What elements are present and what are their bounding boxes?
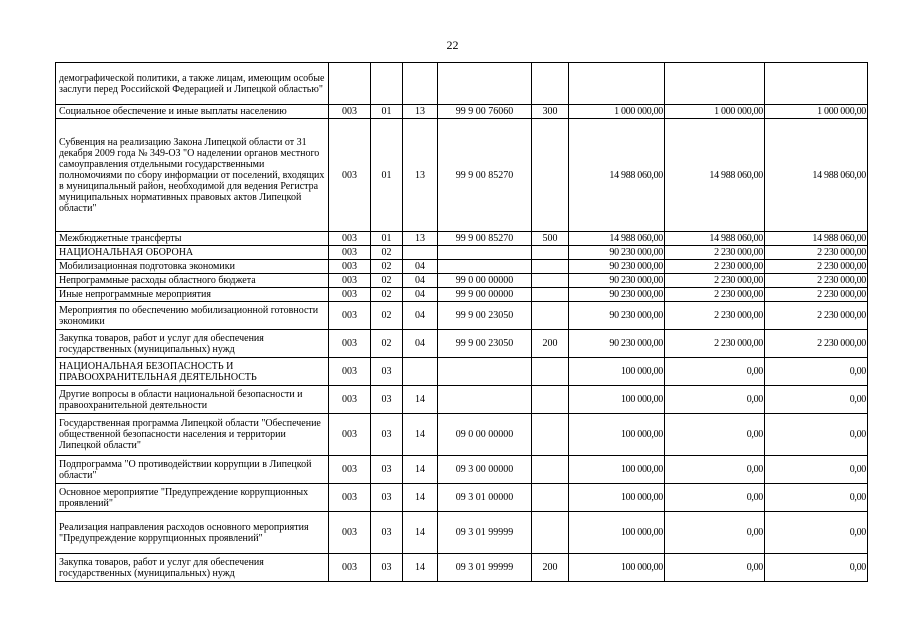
cell-admin: 003: [329, 554, 371, 582]
cell-section: 03: [371, 512, 403, 554]
cell-section: 02: [371, 330, 403, 358]
cell-amount3: 0,00: [765, 512, 868, 554]
cell-amount3: 0,00: [765, 414, 868, 456]
cell-amount2: 2 230 000,00: [665, 246, 765, 260]
cell-section: 01: [371, 232, 403, 246]
cell-amount1: 100 000,00: [569, 358, 665, 386]
cell-subsection: [403, 63, 438, 105]
cell-amount1: 14 988 060,00: [569, 119, 665, 232]
cell-name: Закупка товаров, работ и услуг для обеспечения государственных (муниципальных) нужд: [56, 330, 329, 358]
cell-target: [438, 358, 532, 386]
cell-expense-type: 300: [532, 105, 569, 119]
cell-amount2: 0,00: [665, 484, 765, 512]
cell-amount3: 2 230 000,00: [765, 246, 868, 260]
cell-amount1: 14 988 060,00: [569, 232, 665, 246]
cell-amount3: 0,00: [765, 456, 868, 484]
cell-amount3: 2 230 000,00: [765, 288, 868, 302]
cell-name: Межбюджетные трансферты: [56, 232, 329, 246]
table-row: [56, 274, 868, 288]
cell-amount2: [665, 63, 765, 105]
cell-expense-type: [532, 512, 569, 554]
cell-subsection: 13: [403, 232, 438, 246]
cell-expense-type: [532, 246, 569, 260]
table-row: [56, 358, 868, 386]
cell-admin: 003: [329, 414, 371, 456]
cell-subsection: 14: [403, 512, 438, 554]
budget-table-body: [56, 63, 868, 582]
cell-amount3: 2 230 000,00: [765, 330, 868, 358]
cell-target: 99 9 00 23050: [438, 330, 532, 358]
cell-amount2: 2 230 000,00: [665, 288, 765, 302]
cell-amount2: 0,00: [665, 414, 765, 456]
cell-name: Мобилизационная подготовка экономики: [56, 260, 329, 274]
cell-section: 02: [371, 246, 403, 260]
cell-target: 99 9 00 85270: [438, 119, 532, 232]
cell-section: 02: [371, 260, 403, 274]
cell-name: Мероприятия по обеспечению мобилизационной готовности экономики: [56, 302, 329, 330]
table-row: [56, 105, 868, 119]
cell-target: 09 3 00 00000: [438, 456, 532, 484]
page-number: 22: [446, 38, 459, 52]
table-row: [56, 288, 868, 302]
cell-admin: 003: [329, 119, 371, 232]
cell-expense-type: [532, 386, 569, 414]
cell-subsection: 04: [403, 274, 438, 288]
cell-target: 99 9 00 23050: [438, 302, 532, 330]
table-row: [56, 246, 868, 260]
cell-section: 02: [371, 274, 403, 288]
cell-subsection: [403, 358, 438, 386]
cell-section: 03: [371, 484, 403, 512]
cell-name: Реализация направления расходов основного мероприятия "Предупреждение коррупционных проявлений": [56, 512, 329, 554]
cell-section: 01: [371, 105, 403, 119]
cell-name: Другие вопросы в области национальной безопасности и правоохранительной деятельности: [56, 386, 329, 414]
cell-admin: 003: [329, 260, 371, 274]
cell-target: 09 3 01 99999: [438, 554, 532, 582]
cell-expense-type: [532, 484, 569, 512]
cell-name: Подпрограмма "О противодействии коррупции в Липецкой области": [56, 456, 329, 484]
cell-target: 99 0 00 00000: [438, 274, 532, 288]
cell-section: 01: [371, 119, 403, 232]
cell-expense-type: [532, 260, 569, 274]
table-row: [56, 456, 868, 484]
table-row: [56, 386, 868, 414]
cell-subsection: 13: [403, 105, 438, 119]
table-row: [56, 63, 868, 105]
cell-target: [438, 386, 532, 414]
cell-name: НАЦИОНАЛЬНАЯ БЕЗОПАСНОСТЬ И ПРАВООХРАНИТЕЛЬНАЯ ДЕЯТЕЛЬНОСТЬ: [56, 358, 329, 386]
cell-subsection: 14: [403, 456, 438, 484]
budget-table: [55, 62, 868, 582]
cell-amount1: 100 000,00: [569, 484, 665, 512]
cell-admin: 003: [329, 105, 371, 119]
cell-target: 99 9 00 85270: [438, 232, 532, 246]
cell-section: 03: [371, 386, 403, 414]
cell-expense-type: [532, 63, 569, 105]
cell-amount3: 2 230 000,00: [765, 260, 868, 274]
cell-target: [438, 246, 532, 260]
table-row: [56, 260, 868, 274]
cell-amount1: 90 230 000,00: [569, 302, 665, 330]
cell-amount1: 90 230 000,00: [569, 260, 665, 274]
cell-target: [438, 260, 532, 274]
table-row: [56, 232, 868, 246]
cell-name: Непрограммные расходы областного бюджета: [56, 274, 329, 288]
cell-name: Субвенция на реализацию Закона Липецкой области от 31 декабря 2009 года № 349-ОЗ "О наделении органов местного самоуправления отдельными государственными полномочиями по сбору информации от поселений, входящих в муниципальный район, необходимой для ведения Регистра муниципальных нормативных правовых актов Липецкой области": [56, 119, 329, 232]
cell-amount3: 0,00: [765, 484, 868, 512]
cell-section: 03: [371, 456, 403, 484]
cell-amount2: 0,00: [665, 512, 765, 554]
cell-amount1: 90 230 000,00: [569, 330, 665, 358]
cell-amount3: 14 988 060,00: [765, 232, 868, 246]
table-row: [56, 119, 868, 232]
cell-amount1: 1 000 000,00: [569, 105, 665, 119]
cell-amount1: 100 000,00: [569, 512, 665, 554]
cell-name: Государственная программа Липецкой области "Обеспечение общественной безопасности населения и территории Липецкой области": [56, 414, 329, 456]
cell-section: 03: [371, 554, 403, 582]
cell-expense-type: 200: [532, 554, 569, 582]
cell-amount2: 0,00: [665, 456, 765, 484]
cell-subsection: 04: [403, 260, 438, 274]
cell-amount1: 100 000,00: [569, 414, 665, 456]
cell-amount1: 90 230 000,00: [569, 288, 665, 302]
cell-amount2: 14 988 060,00: [665, 119, 765, 232]
cell-amount3: 2 230 000,00: [765, 274, 868, 288]
cell-admin: 003: [329, 456, 371, 484]
cell-admin: 003: [329, 302, 371, 330]
cell-target: 09 3 01 00000: [438, 484, 532, 512]
cell-amount1: [569, 63, 665, 105]
cell-subsection: 04: [403, 288, 438, 302]
cell-amount1: 100 000,00: [569, 456, 665, 484]
cell-amount3: 14 988 060,00: [765, 119, 868, 232]
cell-admin: 003: [329, 288, 371, 302]
cell-amount2: 2 230 000,00: [665, 260, 765, 274]
cell-target: 99 9 00 76060: [438, 105, 532, 119]
cell-amount2: 2 230 000,00: [665, 330, 765, 358]
table-row: [56, 330, 868, 358]
cell-name: Иные непрограммные мероприятия: [56, 288, 329, 302]
cell-expense-type: 200: [532, 330, 569, 358]
cell-section: 02: [371, 302, 403, 330]
cell-subsection: 14: [403, 414, 438, 456]
cell-admin: [329, 63, 371, 105]
cell-amount3: 1 000 000,00: [765, 105, 868, 119]
cell-amount2: 2 230 000,00: [665, 274, 765, 288]
cell-admin: 003: [329, 274, 371, 288]
cell-name: Закупка товаров, работ и услуг для обеспечения государственных (муниципальных) нужд: [56, 554, 329, 582]
cell-expense-type: [532, 119, 569, 232]
cell-name: Социальное обеспечение и иные выплаты населению: [56, 105, 329, 119]
cell-admin: 003: [329, 512, 371, 554]
cell-section: 03: [371, 414, 403, 456]
cell-amount2: 14 988 060,00: [665, 232, 765, 246]
cell-amount3: 0,00: [765, 358, 868, 386]
cell-name: демографической политики, а также лицам, имеющим особые заслуги перед Российской Федерацией и Липецкой областью": [56, 63, 329, 105]
cell-subsection: 04: [403, 330, 438, 358]
cell-admin: 003: [329, 330, 371, 358]
cell-target: 09 0 00 00000: [438, 414, 532, 456]
cell-section: 03: [371, 358, 403, 386]
cell-subsection: 14: [403, 484, 438, 512]
cell-name: НАЦИОНАЛЬНАЯ ОБОРОНА: [56, 246, 329, 260]
cell-expense-type: [532, 288, 569, 302]
cell-amount2: 2 230 000,00: [665, 302, 765, 330]
cell-section: [371, 63, 403, 105]
table-row: [56, 554, 868, 582]
cell-subsection: 04: [403, 302, 438, 330]
cell-amount3: 2 230 000,00: [765, 302, 868, 330]
cell-amount2: 1 000 000,00: [665, 105, 765, 119]
cell-admin: 003: [329, 358, 371, 386]
cell-amount1: 90 230 000,00: [569, 246, 665, 260]
cell-subsection: 13: [403, 119, 438, 232]
cell-amount3: 0,00: [765, 386, 868, 414]
cell-amount1: 100 000,00: [569, 554, 665, 582]
cell-name: Основное мероприятие "Предупреждение коррупционных проявлений": [56, 484, 329, 512]
cell-expense-type: [532, 358, 569, 386]
table-row: [56, 414, 868, 456]
cell-target: 99 9 00 00000: [438, 288, 532, 302]
table-row: [56, 302, 868, 330]
cell-expense-type: [532, 456, 569, 484]
cell-amount1: 90 230 000,00: [569, 274, 665, 288]
cell-section: 02: [371, 288, 403, 302]
cell-subsection: [403, 246, 438, 260]
cell-expense-type: [532, 302, 569, 330]
cell-admin: 003: [329, 386, 371, 414]
cell-admin: 003: [329, 484, 371, 512]
cell-amount3: [765, 63, 868, 105]
cell-amount2: 0,00: [665, 386, 765, 414]
cell-target: 09 3 01 99999: [438, 512, 532, 554]
cell-subsection: 14: [403, 554, 438, 582]
cell-expense-type: [532, 274, 569, 288]
cell-admin: 003: [329, 232, 371, 246]
cell-amount3: 0,00: [765, 554, 868, 582]
cell-amount2: 0,00: [665, 554, 765, 582]
cell-expense-type: [532, 414, 569, 456]
cell-amount2: 0,00: [665, 358, 765, 386]
cell-admin: 003: [329, 246, 371, 260]
table-row: [56, 512, 868, 554]
cell-amount1: 100 000,00: [569, 386, 665, 414]
cell-subsection: 14: [403, 386, 438, 414]
cell-target: [438, 63, 532, 105]
table-row: [56, 484, 868, 512]
cell-expense-type: 500: [532, 232, 569, 246]
